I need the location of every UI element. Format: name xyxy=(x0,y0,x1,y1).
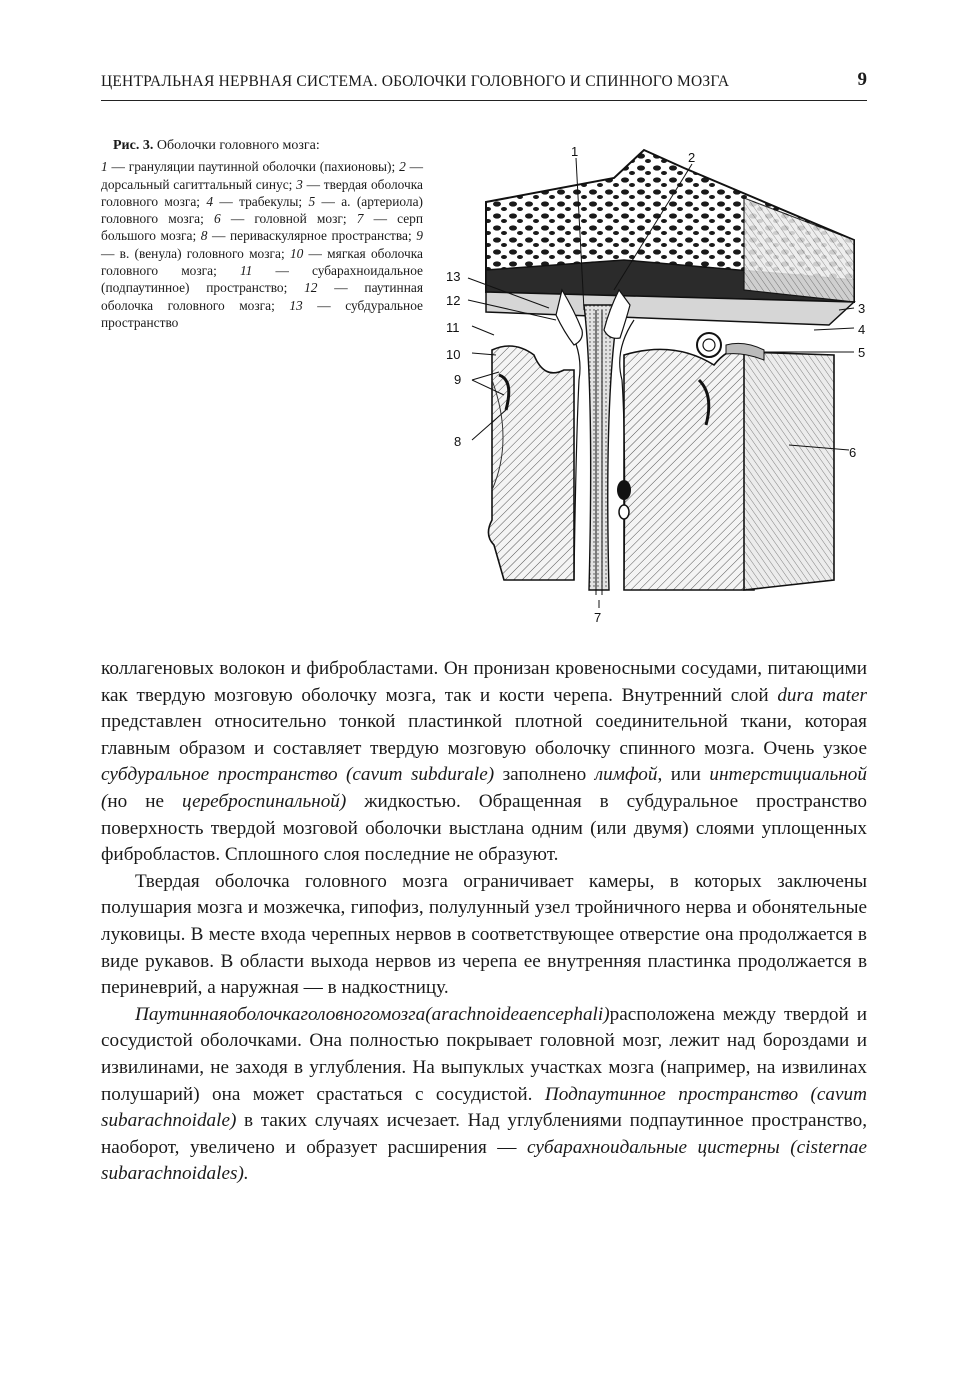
legend-text: — твердая оболочка головного мозга; xyxy=(101,176,423,209)
brain-left-hemisphere xyxy=(488,346,574,580)
legend-text: — дорсальный сагиттальный синус; xyxy=(101,159,423,192)
paragraph-1 xyxy=(101,656,867,869)
paragraph-3 xyxy=(101,1002,867,1188)
legend-number: 10 xyxy=(289,245,304,261)
caption-legend xyxy=(101,158,423,331)
text-run: но не xyxy=(107,790,182,812)
running-head: ЦЕНТРАЛЬНАЯ НЕРВНАЯ СИСТЕМА. ОБОЛОЧКИ ГОЛОВНОГО И СПИННОГО МОЗГА xyxy=(101,73,730,90)
text-run: коллагеновых волокон и фибробластами. Он пронизан кровеносными сосудами, питающими как твердую мозговую оболочку мозга, так и кости черепа. Внутренний слой xyxy=(101,658,867,706)
label-11: 11 xyxy=(446,320,460,335)
legend-number: 7 xyxy=(356,211,364,227)
skull-bone xyxy=(486,150,854,302)
italic-term: лимфой xyxy=(594,764,658,786)
legend-text: — периваскулярное пространства; xyxy=(207,228,417,244)
body-text xyxy=(101,656,867,1188)
text-run: представлен относительно тонкой пластинкой плотной соединительной ткани, которая главным образом и составляет твердую мозговую оболочку спинного мозга. Очень узкое xyxy=(101,711,867,759)
meninges-illustration xyxy=(444,140,874,630)
paragraph-2 xyxy=(101,869,867,1002)
legend-number: 4 xyxy=(206,193,214,209)
italic-term: интерстициальной ( xyxy=(101,764,867,812)
page-header xyxy=(101,66,867,101)
italic-term: Подпаутинное пространство (cavum subarachnoidale) xyxy=(101,1083,867,1132)
legend-number: 6 xyxy=(214,211,221,227)
legend-text: — а. (артериола) головного мозга; xyxy=(101,193,424,227)
text-run: жидкостью. Обращенная в субдуральное пространство поверхность твердой мозговой оболочки выстлана одним (или двумя) слоями уплощенных фибробластов. Сплошного слоя последние не образуют. xyxy=(101,790,867,866)
legend-text: — субдуральное пространство xyxy=(101,297,423,330)
legend-text: — трабекулы; xyxy=(213,193,309,209)
italic-term: Паутиннаяоболочкаголовногомозга(arachnoideaencephali) xyxy=(135,1003,610,1025)
label-13: 13 xyxy=(446,269,461,284)
legend-text: — субарахноидальное (подпаутинное) пространство; xyxy=(101,263,423,296)
legend-text: — в. (венула) головного мозга; xyxy=(101,245,290,261)
italic-term: dura mater xyxy=(777,684,867,706)
legend-text: — серп большого мозга; xyxy=(101,211,424,244)
text-run: , или xyxy=(657,764,710,786)
label-7: 7 xyxy=(594,610,602,625)
legend-number: 13 xyxy=(289,297,303,313)
label-1: 1 xyxy=(571,144,579,159)
legend-number: 9 xyxy=(416,228,423,244)
legend-text: — головной мозг; xyxy=(220,211,357,227)
label-4: 4 xyxy=(858,322,866,337)
caption-title-text: Оболочки головного мозга: xyxy=(156,138,320,153)
meninges-drawing xyxy=(444,140,874,630)
legend-text: — мягкая оболочка головного мозга; xyxy=(101,245,423,279)
italic-term: цереброспинальной) xyxy=(182,790,347,812)
label-6: 6 xyxy=(849,445,857,460)
legend-number: 12 xyxy=(304,280,318,296)
label-2: 2 xyxy=(688,150,696,165)
legend-number: 2 xyxy=(399,159,406,175)
text-run: Твердая оболочка головного мозга ограничивает камеры, в которых заключены полушария мозга и мозжечка, гипофиз, полулунный узел тройничного нерва и обонятельные луковицы. В месте входа черепных нервов в соответствующее отверстие она продолжается в виде рукавов. В области выхода нервов из черепа ее внутренняя пластинка продолжается в периневрий, а наружная — в надкостницу. xyxy=(101,870,867,999)
legend-number: 1 xyxy=(101,159,108,175)
legend-text: — грануляции паутинной оболочки (пахионовы); xyxy=(107,159,400,175)
legend-number: 5 xyxy=(308,193,316,209)
label-5: 5 xyxy=(858,345,866,360)
text-run: расположена между твердой и сосудистой оболочками. Она полностью покрывает головной мозг, лежит над бороздами и извилинами, не заходя в углубления. На выпуклых участках мозга (например, на извилинах полушарий) она может срастаться с сосудистой. xyxy=(101,1003,867,1105)
text-run: в таких случаях исчезает. Над углублениями подпаутинное пространство, наоборот, увеличено и образует расширения — xyxy=(101,1110,867,1158)
brain-right-hemisphere xyxy=(624,349,834,590)
caption-title xyxy=(113,137,423,154)
legend-number: 8 xyxy=(200,228,208,244)
legend-number: 11 xyxy=(239,263,253,279)
label-12: 12 xyxy=(446,293,461,308)
label-8: 8 xyxy=(454,434,462,449)
page-number: 9 xyxy=(857,69,867,90)
figure-caption xyxy=(101,137,423,331)
text-run: заполнено xyxy=(494,764,595,786)
legend-text: — паутинная оболочка головного мозга; xyxy=(101,280,423,313)
label-3: 3 xyxy=(858,301,866,316)
legend-number: 3 xyxy=(296,176,303,192)
label-9: 9 xyxy=(454,372,462,387)
italic-term: субдуральное пространство (cavum subdurale) xyxy=(101,764,495,786)
caption-label: Рис. 3. xyxy=(113,138,154,153)
label-10: 10 xyxy=(446,347,461,362)
italic-term: субарахноидальные цистерны (cisternae subarachnoidales). xyxy=(101,1136,867,1185)
